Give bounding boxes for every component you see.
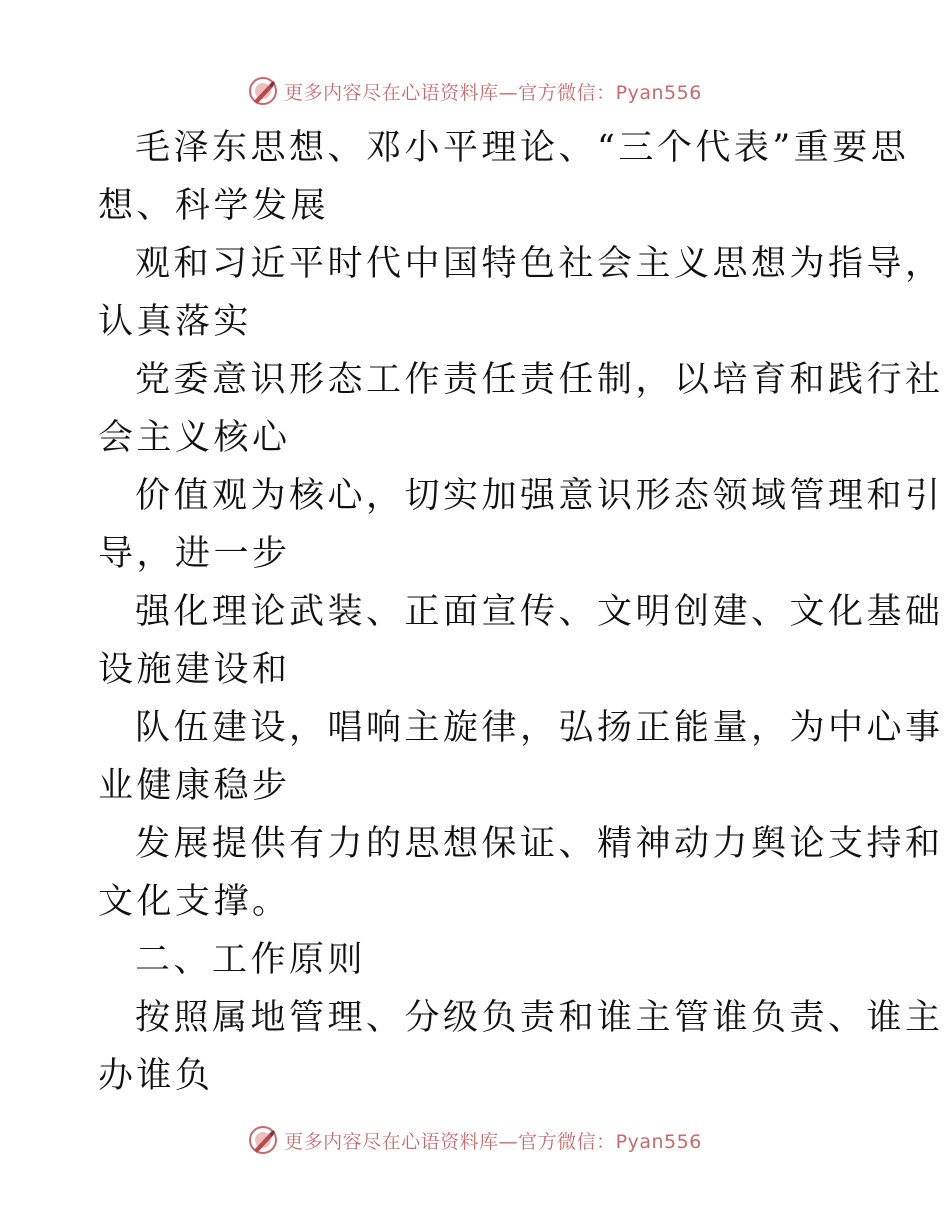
text-line: 队伍建设，唱响主旋律，弘扬正能量，为中心事 bbox=[135, 708, 944, 748]
text-line: 会主义核心 bbox=[98, 418, 291, 458]
text-line: 想、科学发展 bbox=[98, 186, 330, 226]
text-line: 强化理论武装、正面宣传、文明创建、文化基础 bbox=[135, 592, 944, 632]
text-line: 发展提供有力的思想保证、精神动力舆论支持和 bbox=[135, 824, 944, 864]
text-line: 设施建设和 bbox=[98, 650, 291, 690]
footer-watermark-text: 更多内容尽在心语资料库—官方微信：Pyan556 bbox=[284, 1130, 702, 1153]
header-watermark-text: 更多内容尽在心语资料库—官方微信：Pyan556 bbox=[284, 81, 702, 104]
text-line: 观和习近平时代中国特色社会主义思想为指导， bbox=[135, 244, 944, 284]
text-line: 价值观为核心，切实加强意识形态领域管理和引 bbox=[135, 476, 944, 516]
text-line: 按照属地管理、分级负责和谁主管谁负责、谁主 bbox=[135, 998, 944, 1038]
text-line: 认真落实 bbox=[98, 302, 253, 342]
text-line: 党委意识形态工作责任责任制，以培育和践行社 bbox=[135, 360, 944, 400]
pen-logo-icon bbox=[248, 1125, 278, 1155]
text-line: 毛泽东思想、邓小平理论、“三个代表”重要思 bbox=[135, 128, 910, 168]
text-line: 业健康稳步 bbox=[98, 766, 291, 806]
text-line: 办谁负 bbox=[98, 1056, 214, 1096]
text-line: 文化支撑。 bbox=[98, 882, 291, 922]
text-line: 导，进一步 bbox=[98, 534, 291, 574]
footer-watermark-banner bbox=[0, 1120, 950, 1160]
document-body bbox=[98, 119, 944, 1105]
header-watermark-banner bbox=[0, 71, 950, 111]
pen-logo-icon bbox=[248, 76, 278, 106]
section-heading: 二、工作原则 bbox=[135, 940, 367, 980]
